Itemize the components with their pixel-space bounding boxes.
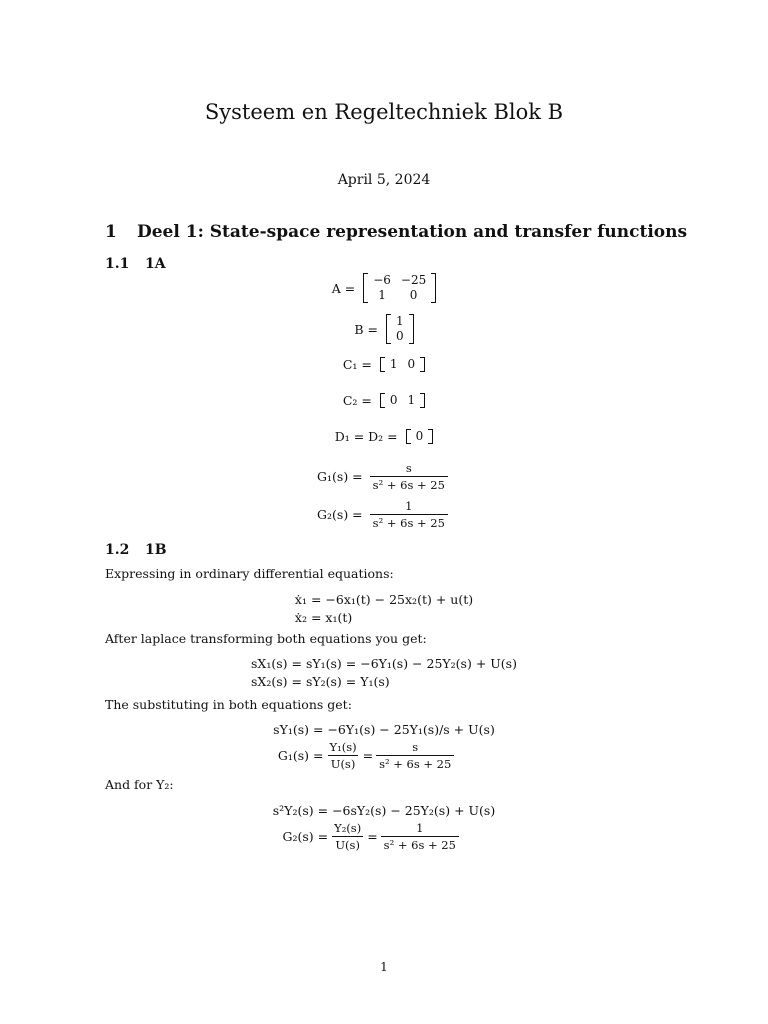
equation-rhs (313, 740, 495, 771)
equation-lhs: ẋ₂ (294, 610, 307, 625)
matrix-cell: 0 (407, 357, 416, 371)
matrix-cell: 1 (407, 393, 416, 407)
equation-c2 (0, 393, 768, 408)
equation-rhs: = sY₂(s) = Y₁(s) (291, 674, 390, 689)
equation-label: C₁ = (342, 357, 372, 372)
equation-label: G₂(s) = (317, 507, 363, 522)
fraction (381, 821, 459, 852)
matrix (380, 393, 425, 408)
matrix-cell: 1 (396, 314, 404, 328)
equation-substitution (0, 722, 768, 771)
equation-rhs: = −6x₁(t) − 25x₂(t) + u(t) (310, 592, 474, 607)
equation-d (0, 429, 768, 444)
matrix (386, 314, 414, 344)
equation-label: D₁ = D₂ = (334, 429, 398, 444)
equation-lhs: G₂(s) (282, 829, 314, 844)
section-title: Deel 1: State-space representation and transfer functions (137, 222, 688, 242)
equation-g2 (0, 499, 768, 530)
equation-lhs: s²Y₂(s) (272, 803, 314, 818)
fraction (376, 740, 454, 771)
section-number: 1 (105, 222, 117, 242)
matrix-cell: 1 (389, 357, 398, 371)
equation-rhs: = sY₁(s) = −6Y₁(s) − 25Y₂(s) + U(s) (291, 656, 517, 671)
paragraph: And for Y₂: (105, 777, 174, 792)
equation-lhs: sX₂(s) (251, 674, 288, 689)
equation-matrix-b (0, 314, 768, 344)
equals-sign: = (367, 829, 378, 844)
equation-lhs: G₁(s) (277, 748, 310, 763)
fraction (370, 499, 448, 530)
equation-lhs: ẋ₁ (294, 592, 307, 607)
numerator: Y₂(s) (334, 821, 362, 835)
denominator: U(s) (332, 836, 363, 852)
equation-matrix-a (0, 273, 768, 303)
fraction (331, 821, 364, 852)
matrix-cell: −6 (373, 273, 391, 287)
numerator: s (412, 740, 419, 754)
equals-sign: = (362, 748, 374, 763)
equation-rhs: = −6sY₂(s) − 25Y₂(s) + U(s) (317, 803, 496, 818)
page-number: 1 (380, 960, 388, 974)
subsection-title: 1A (145, 256, 166, 272)
denominator: s² + 6s + 25 (370, 514, 448, 530)
paragraph: After laplace transforming both equations you get: (105, 631, 427, 646)
document-date: April 5, 2024 (337, 172, 431, 188)
equation-lhs: sY₁(s) (273, 722, 310, 737)
fraction (327, 740, 360, 771)
paragraph: The substituting in both equations get: (105, 697, 352, 712)
matrix-cell: 0 (409, 288, 418, 302)
subsection-number: 1.1 (105, 256, 130, 272)
subsection-number: 1.2 (105, 542, 130, 558)
paragraph: Expressing in ordinary differential equations: (105, 566, 394, 581)
fraction (370, 461, 448, 492)
matrix-cell: 0 (396, 329, 404, 343)
equation-laplace (0, 656, 768, 689)
numerator: 1 (416, 821, 424, 835)
equation-ode (0, 592, 768, 625)
matrix-cell: −25 (400, 273, 427, 287)
equation-label: C₂ = (342, 393, 372, 408)
subsection-title: 1B (145, 542, 167, 558)
matrix-cell: 0 (389, 393, 398, 407)
denominator: s² + 6s + 25 (376, 755, 454, 771)
equation-label: G₁(s) = (317, 469, 363, 484)
matrix (363, 273, 436, 303)
denominator: s² + 6s + 25 (370, 476, 448, 492)
equation-c1 (0, 357, 768, 372)
document-title: Systeem en Regeltechniek Blok B (204, 100, 564, 124)
section-heading (105, 222, 687, 242)
subsection-heading-1a (105, 256, 166, 272)
numerator: 1 (405, 499, 413, 513)
equals-sign: = (313, 748, 324, 763)
matrix (406, 429, 434, 444)
numerator: Y₁(s) (329, 740, 357, 754)
equals-sign: = (317, 829, 329, 844)
equation-rhs (318, 821, 496, 852)
denominator: s² + 6s + 25 (381, 836, 459, 852)
equation-rhs: = x₁(t) (310, 610, 353, 625)
matrix-cell: 0 (415, 429, 424, 443)
denominator: U(s) (328, 755, 359, 771)
equation-rhs: = −6Y₁(s) − 25Y₁(s)/s + U(s) (313, 722, 495, 737)
matrix-cell: 1 (378, 288, 386, 302)
numerator: s (405, 461, 412, 475)
equation-lhs: sX₁(s) (251, 656, 288, 671)
matrix (380, 357, 425, 372)
subsection-heading-1b (105, 542, 167, 558)
equation-y2 (0, 803, 768, 852)
equation-label: B = (354, 321, 378, 337)
equation-label: A = (331, 280, 356, 296)
equation-g1 (0, 461, 768, 492)
